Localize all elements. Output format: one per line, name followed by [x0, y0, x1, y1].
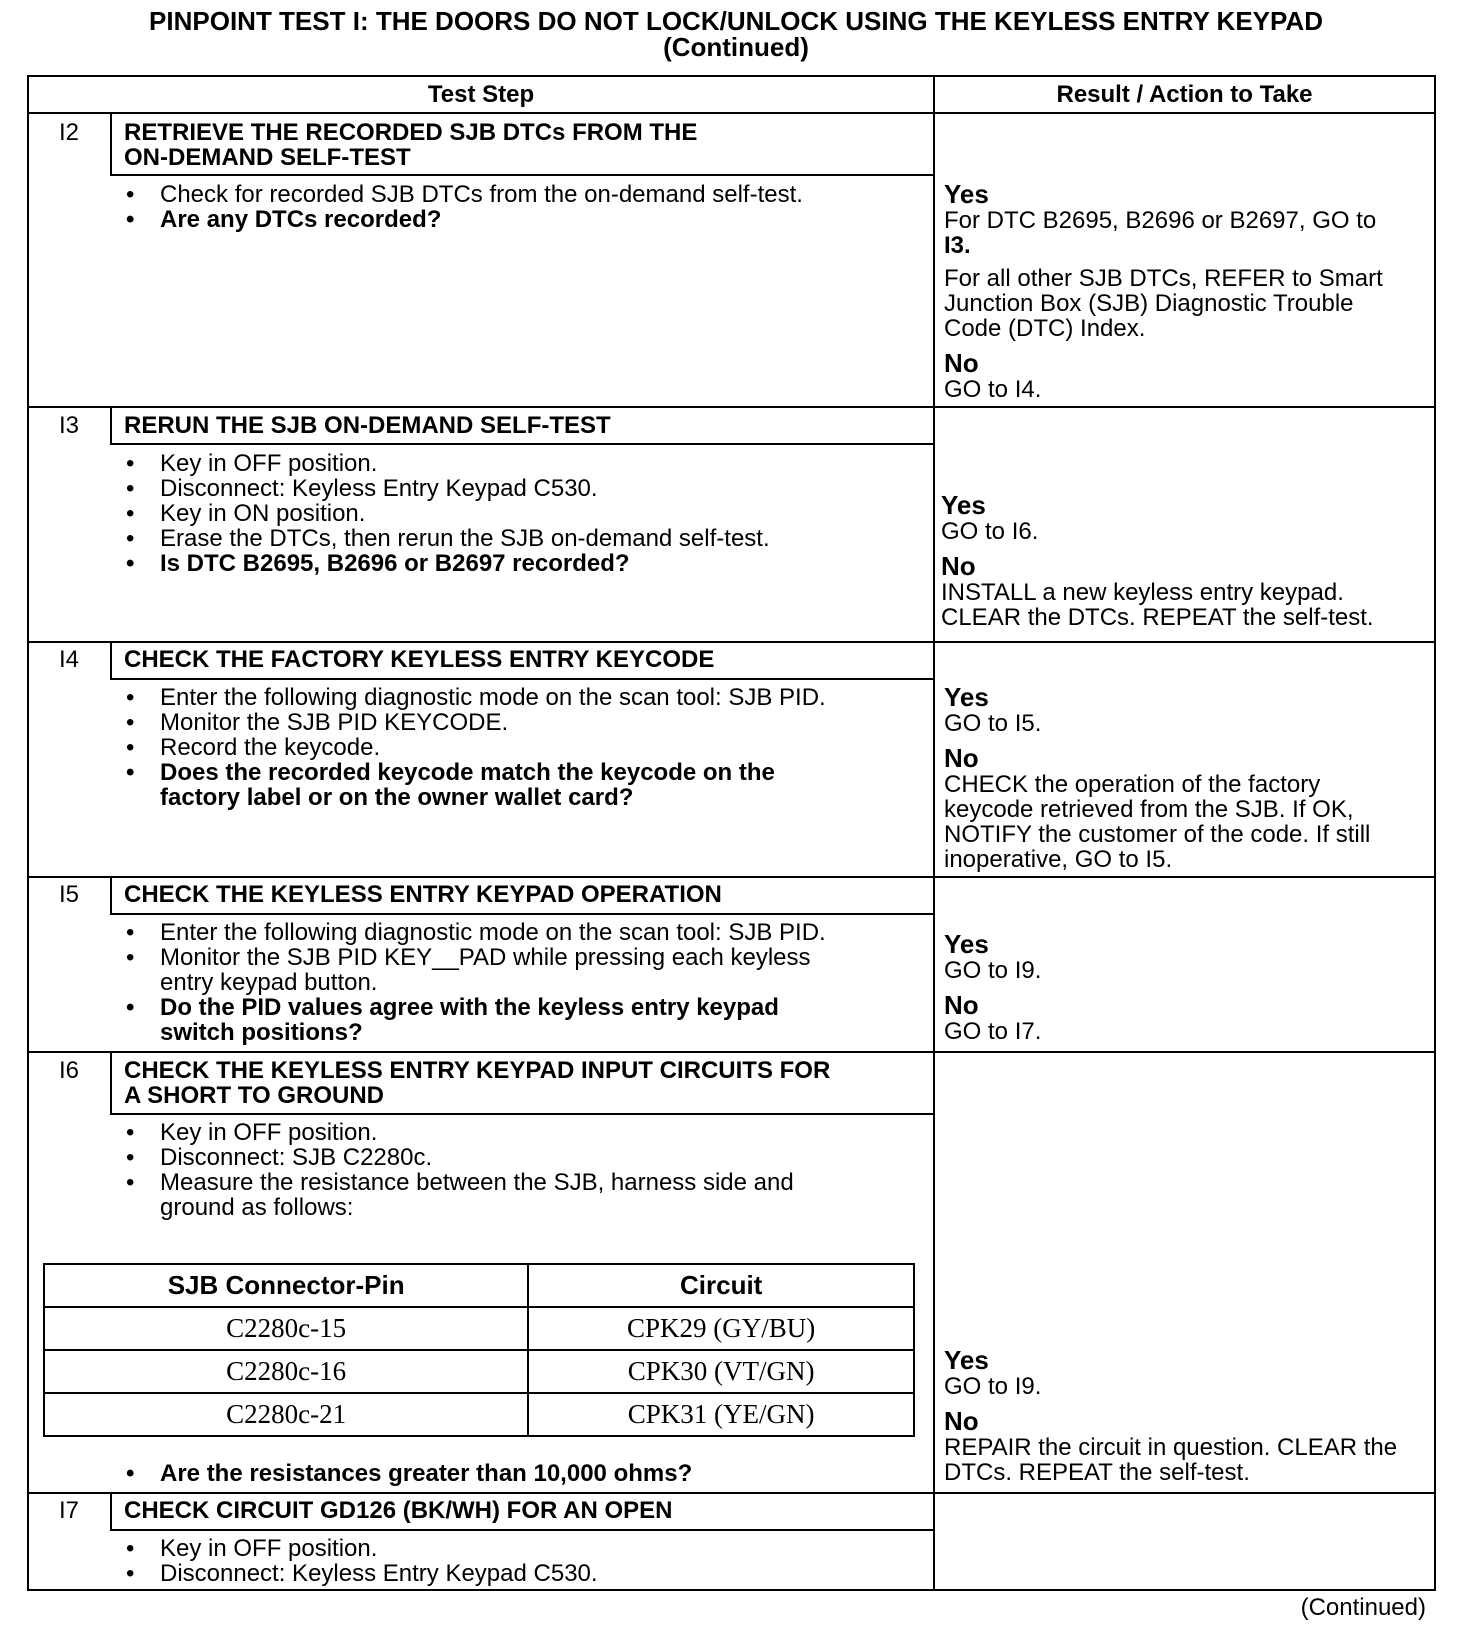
table-cell: C2280c-21 — [44, 1393, 528, 1436]
step-question: • Are any DTCs recorded? — [122, 207, 922, 232]
step-title-divider — [110, 443, 934, 445]
column-divider — [933, 75, 935, 1591]
table-row — [44, 1307, 914, 1350]
step-result: Yes For DTC B2695, B2696 or B2697, GO to I3. For all other SJB DTCs, REFER to Smart Junction Box (SJB) Diagnostic Trouble Code (DTC) Index. No GO to I4. — [944, 180, 1434, 402]
yes-label: Yes — [941, 490, 986, 520]
id-column-divider — [110, 1052, 112, 1114]
step-title-divider — [110, 1113, 934, 1115]
table-cell: C2280c-16 — [44, 1350, 528, 1393]
step-id: I5 — [58, 881, 79, 908]
step-question: • Do the PID values agree with the keyless entry keypad switch positions? — [122, 995, 922, 1045]
list-item: • Monitor the SJB PID KEY__PAD while pressing each keyless entry keypad button. — [122, 945, 922, 995]
step-title: CHECK THE KEYLESS ENTRY KEYPAD OPERATION — [124, 881, 722, 908]
step-actions — [122, 920, 922, 1045]
list-item: • Key in ON position. — [122, 501, 922, 526]
title-line-1: PINPOINT TEST I: THE DOORS DO NOT LOCK/UNLOCK USING THE KEYLESS ENTRY KEYPAD — [149, 6, 1323, 36]
list-item: • Key in OFF position. — [122, 1536, 922, 1561]
column-header: Circuit — [528, 1264, 914, 1307]
id-column-divider — [110, 113, 112, 175]
no-label: No — [944, 348, 979, 378]
list-item: • Measure the resistance between the SJB, harness side and ground as follows: — [122, 1170, 922, 1220]
list-item: • Disconnect: Keyless Entry Keypad C530. — [122, 1561, 922, 1586]
list-item: • Key in OFF position. — [122, 1120, 922, 1145]
no-label: No — [944, 743, 979, 773]
step-title: RETRIEVE THE RECORDED SJB DTCs FROM THE ON-DEMAND SELF-TEST — [124, 119, 698, 171]
list-item: • Monitor the SJB PID KEYCODE. — [122, 710, 922, 735]
step-id: I3 — [58, 412, 79, 439]
step-title-divider — [110, 678, 934, 680]
step-title: CHECK THE FACTORY KEYLESS ENTRY KEYCODE — [124, 646, 715, 673]
row-divider — [27, 1492, 1436, 1494]
id-column-divider — [110, 1493, 112, 1530]
row-divider — [27, 876, 1436, 878]
list-item: • Key in OFF position. — [122, 451, 922, 476]
step-actions — [122, 182, 922, 232]
id-column-divider — [110, 877, 112, 914]
step-question: • Are the resistances greater than 10,000 ohms? — [122, 1461, 922, 1486]
row-divider — [27, 641, 1436, 643]
step-actions — [122, 1120, 922, 1220]
step-question: • Is DTC B2695, B2696 or B2697 recorded? — [122, 551, 922, 576]
step-title: CHECK CIRCUIT GD126 (BK/WH) FOR AN OPEN — [124, 1497, 673, 1524]
list-item: • Record the keycode. — [122, 735, 922, 760]
list-item: • Enter the following diagnostic mode on the scan tool: SJB PID. — [122, 920, 922, 945]
step-actions — [122, 451, 922, 576]
step-id: I2 — [58, 119, 79, 146]
yes-label: Yes — [944, 682, 989, 712]
step-title-divider — [110, 1529, 934, 1531]
no-label: No — [944, 1406, 979, 1436]
list-item: • Disconnect: SJB C2280c. — [122, 1145, 922, 1170]
list-item: • Enter the following diagnostic mode on the scan tool: SJB PID. — [122, 685, 922, 710]
step-question: • Does the recorded keycode match the keycode on the factory label or on the owner wallet card? — [122, 760, 922, 810]
no-label: No — [941, 551, 976, 581]
step-actions — [122, 1461, 922, 1486]
title-line-2: (Continued) — [663, 32, 809, 62]
list-item: • Disconnect: Keyless Entry Keypad C530. — [122, 476, 922, 501]
id-column-divider — [110, 407, 112, 444]
table-cell: CPK29 (GY/BU) — [528, 1307, 914, 1350]
step-title: RERUN THE SJB ON-DEMAND SELF-TEST — [124, 412, 611, 439]
list-item: • Check for recorded SJB DTCs from the on-demand self-test. — [122, 182, 922, 207]
connector-table — [43, 1263, 915, 1437]
step-id: I6 — [58, 1057, 79, 1084]
table-cell: CPK30 (VT/GN) — [528, 1350, 914, 1393]
step-actions — [122, 685, 922, 810]
continued-footer: (Continued) — [1300, 1594, 1426, 1621]
table-row — [44, 1350, 914, 1393]
step-id: I4 — [58, 646, 79, 673]
page-title — [0, 8, 1472, 60]
table-row — [44, 1393, 914, 1436]
step-title: CHECK THE KEYLESS ENTRY KEYPAD INPUT CIRCUITS FOR A SHORT TO GROUND — [124, 1057, 831, 1109]
yes-label: Yes — [944, 1345, 989, 1375]
step-id: I7 — [58, 1497, 79, 1524]
step-result: Yes GO to I9. No GO to I7. — [944, 930, 1434, 1044]
row-divider — [27, 406, 1436, 408]
column-header: SJB Connector-Pin — [44, 1264, 528, 1307]
step-result: Yes GO to I6. No INSTALL a new keyless entry keypad. CLEAR the DTCs. REPEAT the self-test. — [941, 491, 1431, 630]
yes-label: Yes — [944, 929, 989, 959]
step-result: Yes GO to I9. No REPAIR the circuit in question. CLEAR the DTCs. REPEAT the self-test. — [944, 1346, 1434, 1485]
list-item: • Erase the DTCs, then rerun the SJB on-demand self-test. — [122, 526, 922, 551]
table-cell: CPK31 (YE/GN) — [528, 1393, 914, 1436]
header-test-step: Test Step — [427, 81, 535, 108]
yes-label: Yes — [944, 179, 989, 209]
step-title-divider — [110, 174, 934, 176]
row-divider — [27, 1051, 1436, 1053]
header-result: Result / Action to Take — [1056, 81, 1313, 108]
step-title-divider — [110, 913, 934, 915]
header-divider — [27, 112, 1436, 114]
no-label: No — [944, 990, 979, 1020]
step-actions — [122, 1536, 922, 1586]
step-result: Yes GO to I5. No CHECK the operation of the factory keycode retrieved from the SJB. If OK, NOTIFY the customer of the code. If still inoperative, GO to I5. — [944, 683, 1434, 872]
id-column-divider — [110, 642, 112, 679]
table-cell: C2280c-15 — [44, 1307, 528, 1350]
